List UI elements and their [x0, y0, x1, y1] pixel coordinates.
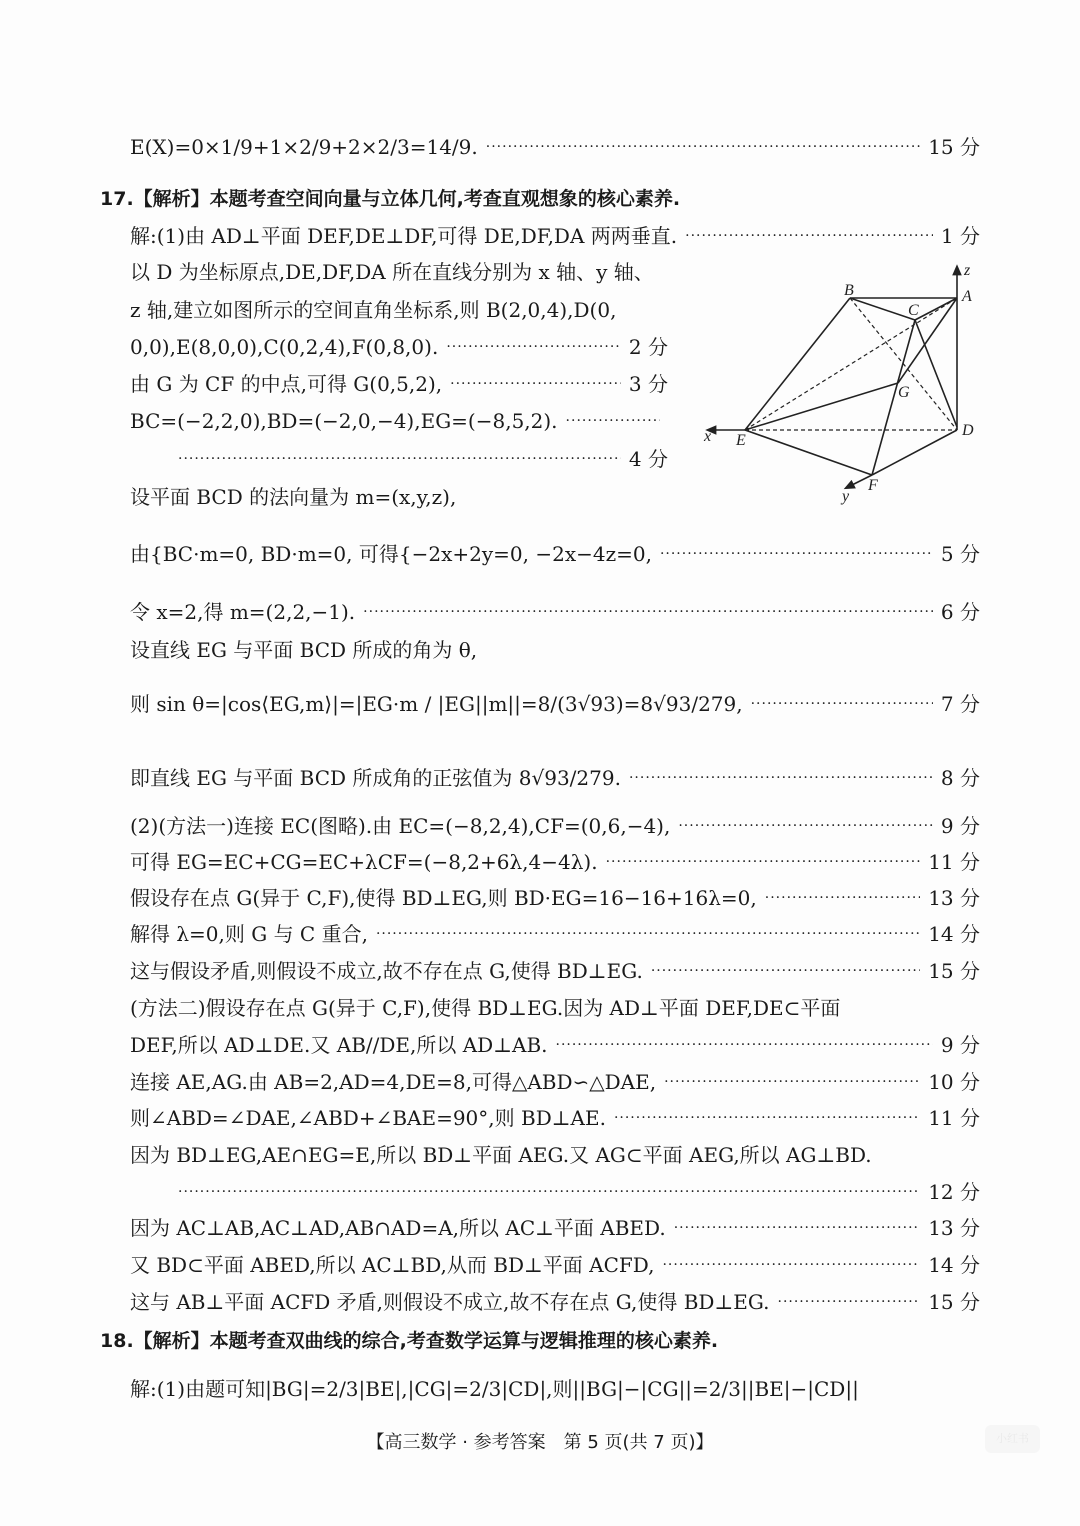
label-C: C: [908, 302, 919, 319]
line-text: 因为 BD⊥EG,AE∩EG=E,所以 BD⊥平面 AEG.又 AG⊂平面 AEG,所以 AG⊥BD.: [130, 1143, 872, 1167]
line-text: 以 D 为坐标原点,DE,DF,DA 所在直线分别为 x 轴、y 轴、: [130, 260, 654, 284]
edge-fd: [872, 430, 957, 475]
line: [130, 1214, 980, 1242]
line: [170, 1178, 980, 1206]
score: 9 分: [940, 1033, 980, 1057]
score: 6 分: [940, 600, 980, 624]
score: 10 分: [928, 1070, 980, 1094]
line-text: 这与假设矛盾,则假设不成立,故不存在点 G,使得 BD⊥EG.: [130, 959, 643, 983]
score: 15 分: [928, 1290, 980, 1314]
line-text: 设平面 BCD 的法向量为 m=(x,y,z),: [130, 485, 457, 509]
line-text: BC=(−2,2,0),BD=(−2,0,−4),EG=(−8,5,2).: [130, 409, 558, 433]
line: [130, 812, 980, 840]
q17-heading: [100, 185, 980, 213]
line-text: 由{BC·m=0, BD·m=0, 可得{−2x+2y=0, −2x−4z=0,: [130, 542, 652, 566]
leader-dots: [566, 407, 660, 435]
leader-dots: [678, 812, 933, 840]
leader-dots: [363, 598, 933, 626]
score: 13 分: [928, 886, 980, 910]
line-text: 令 x=2,得 m=(2,2,−1).: [130, 600, 356, 624]
line-text: 这与 AB⊥平面 ACFD 矛盾,则假设不成立,故不存在点 G,使得 BD⊥EG.: [130, 1290, 770, 1314]
score: 15 分: [928, 135, 980, 159]
label-G: G: [898, 384, 910, 401]
score: 14 分: [928, 1253, 980, 1277]
score: 4 分: [628, 447, 668, 471]
watermark: 小红书: [985, 1425, 1040, 1453]
line: [130, 920, 980, 948]
score: 11 分: [928, 1106, 980, 1130]
score: 7 分: [940, 692, 980, 716]
leader-dots: [651, 957, 920, 985]
line: [130, 258, 668, 286]
line-text: 设直线 EG 与平面 BCD 所成的角为 θ,: [130, 638, 478, 662]
label-x: x: [704, 428, 712, 445]
line: [130, 370, 668, 398]
label-z: z: [964, 262, 971, 279]
line-text: (方法二)假设存在点 G(异于 C,F),使得 BD⊥EG.因为 AD⊥平面 DEF,DE⊂平面: [130, 996, 841, 1020]
line: [130, 333, 668, 361]
leader-dots: [674, 1214, 920, 1242]
leader-dots: [751, 690, 933, 718]
line: [130, 1068, 980, 1096]
line-text: 可得 EG=EC+CG=EC+λCF=(−8,2+6λ,4−4λ).: [130, 850, 598, 874]
line-text: 即直线 EG 与平面 BCD 所成角的正弦值为 8√93/279.: [130, 766, 621, 790]
line: [130, 1375, 980, 1403]
line-text: 则∠ABD=∠DAE,∠ABD+∠BAE=90°,则 BD⊥AE.: [130, 1106, 606, 1130]
leader-dots: [778, 1288, 921, 1316]
line-text: 假设存在点 G(异于 C,F),使得 BD⊥EG,则 BD·EG=16−16+16λ=0,: [130, 886, 757, 910]
leader-dots: [450, 370, 621, 398]
leader-dots: [685, 222, 933, 250]
edge-bc: [850, 298, 915, 320]
edge-be: [745, 298, 850, 430]
geometry-figure: [700, 255, 1000, 505]
page-footer: 【高三数学 · 参考答案 第 5 页(共 7 页)】: [366, 1432, 714, 1453]
score: 9 分: [940, 814, 980, 838]
line: [130, 598, 980, 626]
line: [170, 445, 668, 473]
leader-dots: [662, 1251, 920, 1279]
label-B: B: [844, 282, 854, 299]
line-text: DEF,所以 AD⊥DE.又 AB//DE,所以 AD⊥AB.: [130, 1033, 548, 1057]
edge-ef: [745, 430, 872, 475]
line: [130, 296, 668, 324]
line-text: 0,0),E(8,0,0),C(0,2,4),F(0,8,0).: [130, 335, 439, 359]
line-text: (2)(方法一)连接 EC(图略).由 EC=(−8,2,4),CF=(0,6,−4),: [130, 814, 671, 838]
edge-bd-dashed: [850, 298, 957, 430]
label-E: E: [736, 432, 746, 449]
line: [130, 764, 980, 792]
line: [130, 1031, 980, 1059]
leader-dots: [446, 333, 621, 361]
score: 13 分: [928, 1216, 980, 1240]
line-text: 解得 λ=0,则 G 与 C 重合,: [130, 922, 368, 946]
line: [130, 540, 980, 568]
label-y: y: [842, 488, 850, 505]
line: [130, 848, 980, 876]
leader-dots: [614, 1104, 920, 1132]
label-F: F: [868, 477, 878, 494]
line: [130, 1288, 980, 1316]
leader-dots: [660, 540, 933, 568]
edge-ca: [915, 298, 957, 320]
leader-dots: [178, 445, 621, 473]
line-text: 因为 AC⊥AB,AC⊥AD,AB∩AD=A,所以 AC⊥平面 ABED.: [130, 1216, 666, 1240]
line-text: 则 sin θ=|cos⟨EG,m⟩|=|EG·m / |EG||m||=8/(3√93)=8√93/279,: [130, 692, 743, 716]
line-text: z 轴,建立如图所示的空间直角坐标系,则 B(2,0,4),D(0,: [130, 298, 617, 322]
line: [130, 222, 980, 250]
leader-dots: [556, 1031, 933, 1059]
line: [130, 690, 980, 718]
line-text: 又 BD⊂平面 ABED,所以 AC⊥BD,从而 BD⊥平面 ACFD,: [130, 1253, 655, 1277]
line: [130, 1141, 980, 1169]
label-D: D: [962, 422, 974, 439]
leader-dots: [606, 848, 921, 876]
score: 11 分: [928, 850, 980, 874]
line: [130, 636, 980, 664]
score: 2 分: [628, 335, 668, 359]
leader-dots: [664, 1068, 920, 1096]
line: [130, 884, 980, 912]
heading-text: 17.【解析】本题考查空间向量与立体几何,考查直观想象的核心素养.: [100, 188, 681, 210]
line: [130, 407, 668, 435]
score: 3 分: [628, 372, 668, 396]
score: 15 分: [928, 959, 980, 983]
q18-heading: [100, 1327, 980, 1355]
score: 5 分: [940, 542, 980, 566]
edge-cd: [915, 320, 957, 427]
score: 12 分: [928, 1180, 980, 1204]
score: 8 分: [940, 766, 980, 790]
score: 1 分: [940, 224, 980, 248]
edge-ea-dashed: [745, 298, 957, 430]
leader-dots: [178, 1178, 920, 1206]
edge-eg: [745, 383, 898, 430]
leader-dots: [486, 133, 920, 161]
line-ex: [130, 133, 980, 161]
ex-formula: E(X)=0×1/9+1×2/9+2×2/3=14/9.: [130, 135, 478, 159]
line-text: 解:(1)由题可知|BG|=2/3|BE|,|CG|=2/3|CD|,则||BG|−|CG||=2/3||BE|−|CD||: [130, 1377, 859, 1401]
leader-dots: [765, 884, 920, 912]
leader-dots: [629, 764, 933, 792]
line: [130, 957, 980, 985]
edge-ag: [898, 298, 957, 383]
line-text: 连接 AE,AG.由 AB=2,AD=4,DE=8,可得△ABD∽△DAE,: [130, 1070, 657, 1094]
line: [130, 1251, 980, 1279]
score: 14 分: [928, 922, 980, 946]
line-text: 由 G 为 CF 的中点,可得 G(0,5,2),: [130, 372, 443, 396]
line: [130, 483, 980, 511]
line: [130, 1104, 980, 1132]
line: [130, 994, 980, 1022]
heading-text: 18.【解析】本题考查双曲线的综合,考查数学运算与逻辑推理的核心素养.: [100, 1330, 719, 1352]
label-A: A: [962, 288, 972, 305]
leader-dots: [376, 920, 920, 948]
line-text: 解:(1)由 AD⊥平面 DEF,DE⊥DF,可得 DE,DF,DA 两两垂直.: [130, 224, 678, 248]
